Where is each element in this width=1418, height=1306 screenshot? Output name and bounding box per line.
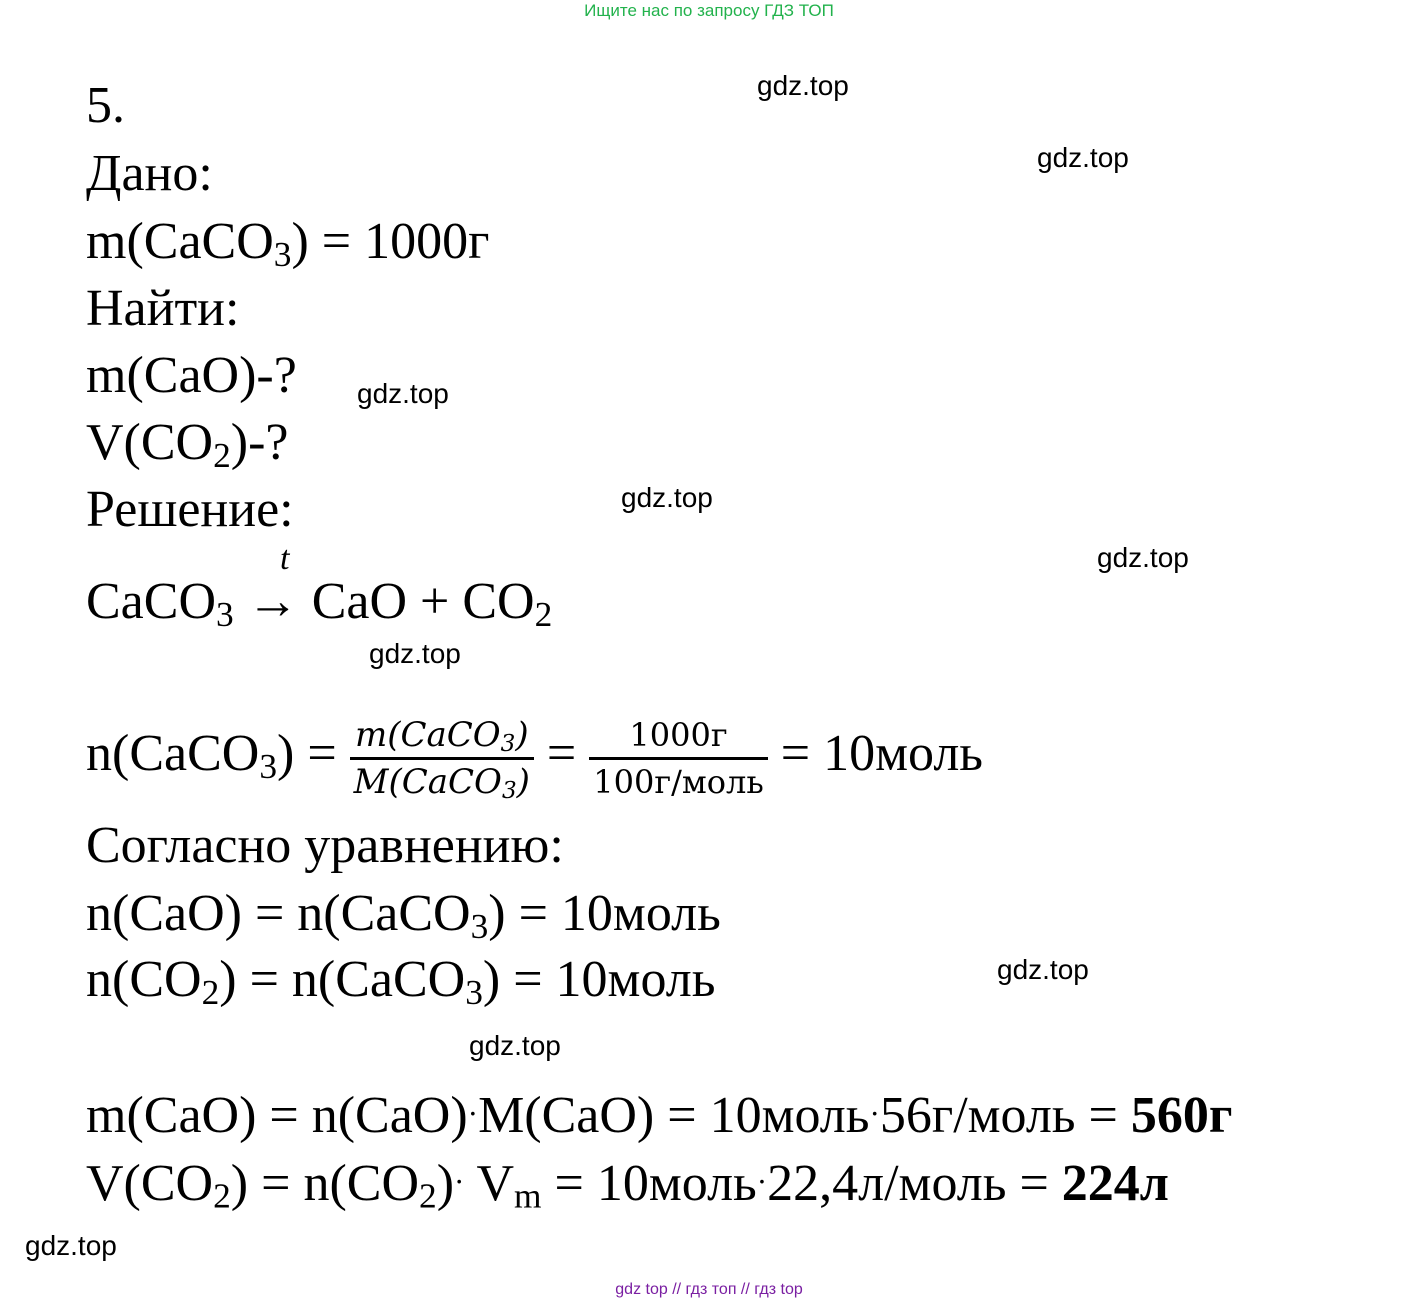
- watermark: gdz.top: [1097, 542, 1189, 573]
- problem-number: 5.: [86, 77, 125, 134]
- watermark: gdz.top: [369, 638, 461, 669]
- reaction-condition: t: [280, 540, 290, 577]
- mass-calculation: m(CaO) = n(CaO)·M(CaO) = 10моль·56г/моль = 560г: [86, 1086, 1233, 1144]
- watermark: gdz.top: [25, 1230, 117, 1261]
- find-mass: m(CaO)-?: [86, 347, 297, 404]
- watermark: gdz.top: [621, 482, 713, 513]
- equation-cao-moles: n(CaO) = n(CaCO$_3$) = 10моль: [86, 885, 721, 946]
- given-label: Дано:: [86, 145, 213, 202]
- watermark: gdz.top: [469, 1030, 561, 1061]
- equation-co2-moles: $n(CO_2)$ = n(CaCO$_3$) = 10моль: [86, 951, 716, 1012]
- find-volume: $V(CO_2)-$?: [86, 414, 289, 475]
- moles-fraction-formula: $\frac{m(CaCO_3)}{M(CaCO_3)}$: [350, 713, 534, 804]
- volume-answer: 224л: [1061, 1154, 1169, 1212]
- solution-label: Решение:: [86, 481, 294, 538]
- watermark: gdz.top: [757, 70, 849, 101]
- given-mass: m(CaCO$_3$) = 1000г: [86, 213, 490, 274]
- top-banner: Ищите нас по запросу ГДЗ ТОП: [584, 1, 834, 20]
- volume-calculation: $V(CO_2) = n(CO_2)\cdot V_m$ = 10моль·22,4л/моль = 224л: [86, 1154, 1169, 1216]
- find-label: Найти:: [86, 280, 240, 337]
- mass-answer: 560г: [1130, 1086, 1233, 1144]
- watermark: gdz.top: [1037, 142, 1129, 173]
- watermark: gdz.top: [357, 378, 449, 409]
- watermark: gdz.top: [997, 954, 1089, 985]
- moles-calculation: n(CaCO$_3$) = $\frac{m(CaCO_3)}{M(CaCO_3)}$ = $\frac{1000г}{\text{100г/моль}}$ = 10моль: [86, 714, 983, 804]
- moles-fraction-values: $\frac{1000г}{\text{100г/моль}}$: [589, 713, 768, 804]
- bottom-banner: gdz top // гдз топ // гдз top: [615, 1281, 803, 1298]
- according-label: Согласно уравнению:: [86, 817, 564, 874]
- reaction-equation: CaCO$_3$ → CaO + $CO_2$: [86, 573, 553, 634]
